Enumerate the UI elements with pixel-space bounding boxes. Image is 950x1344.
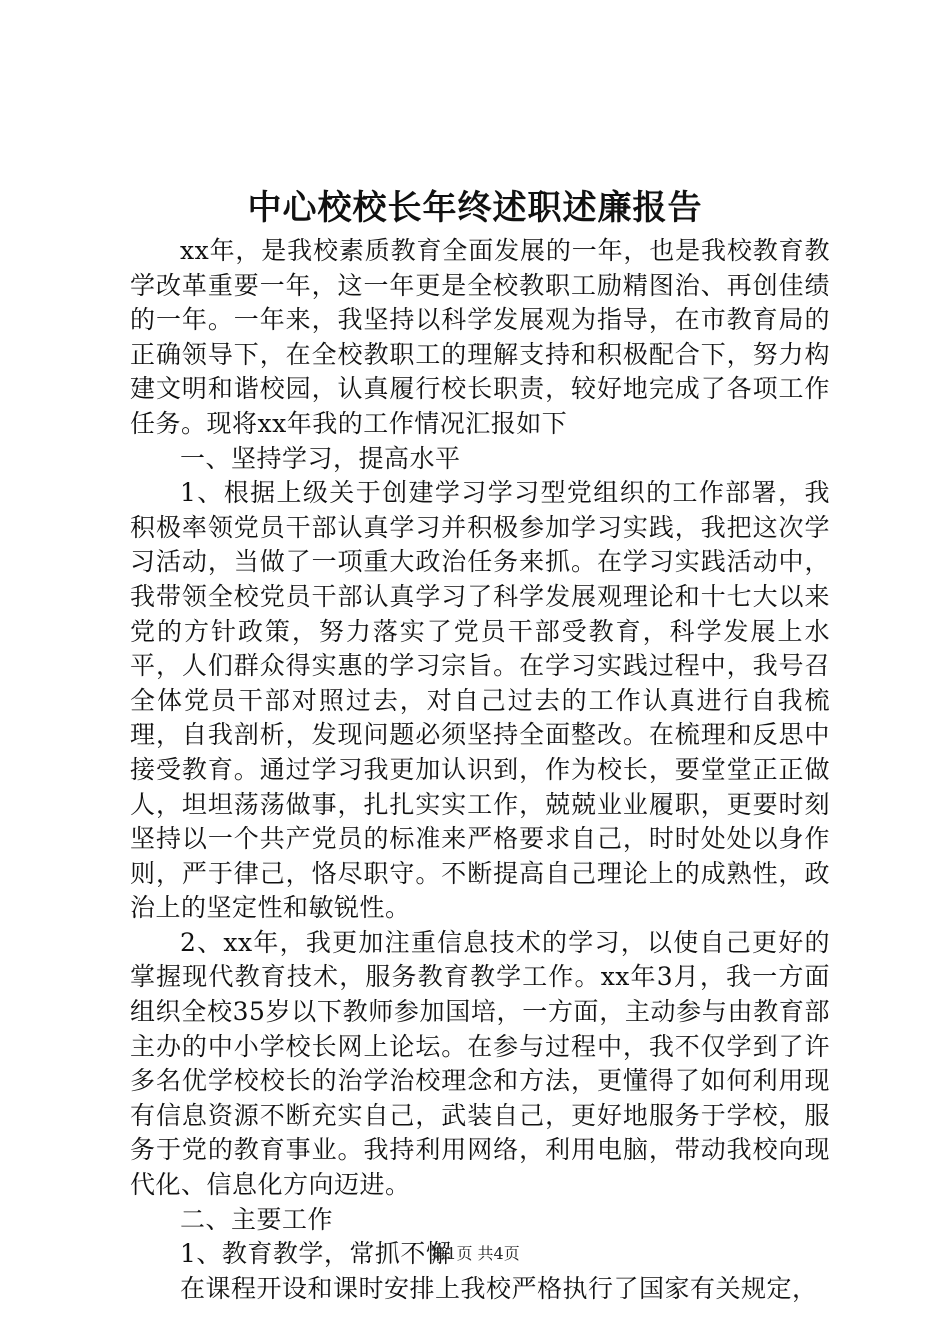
document-title: 中心校校长年终述职述廉报告 [247, 188, 703, 228]
document-body [130, 234, 830, 1306]
paragraph-1-2: 2、xx年，我更加注重信息技术的学习，以使自己更好的掌握现代教育技术，服务教育教学工作。xx年3月，我一方面组织全校35岁以下教师参加国培，一方面，主动参与由教育部主办的中小学校长网上论坛。在参与过程中，我不仅学到了许多名优学校校长的治学治校理念和方法，更懂得了如何利用现有信息资源不断充实自己，武装自己，更好地服务于学校，服务于党的教育事业。我持利用网络，利用电脑，带动我校向现代化、信息化方向迈进。 [130, 927, 830, 1200]
section-heading-1: 一、坚持学习，提高水平 [180, 443, 461, 473]
section-heading-2: 二、主要工作 [180, 1204, 334, 1234]
subsection-heading-2-1: 1、教育教学，常抓不懈 [180, 1239, 452, 1269]
paragraph-intro: xx年，是我校素质教育全面发展的一年，也是我校教育教学改革重要一年，这一年更是全校教职工励精图治、再创佳绩的一年。一年来，我坚持以科学发展观为指导，在市教育局的正确领导下，在全校教职工的理解支持和积极配合下，努力构建文明和谐校园，认真履行校长职责，较好地完成了各项工作任务。现将xx年我的工作情况汇报如下 [130, 236, 830, 438]
paragraph-2-1: 在课程开设和课时安排上我校严格执行了国家有关规定， [180, 1273, 818, 1303]
paragraph-1-1: 1、根据上级关于创建学习学习型党组织的工作部署，我积极率领党员干部认真学习并积极参加学习实践，我把这次学习活动，当做了一项重大政治任务来抓。在学习实践活动中，我带领全校党员干部认真学习了科学发展观理论和十七大以来党的方针政策，努力落实了党员干部受教育，科学发展上水平，人们群众得实惠的学习宗旨。在学习实践过程中，我号召全体党员干部对照过去，对自己过去的工作认真进行自我梳理，自我剖析，发现问题必须坚持全面整改。在梳理和反思中接受教育。通过学习我更加认识到，作为校长，要堂堂正正做人，坦坦荡荡做事，扎扎实实工作，兢兢业业履职，更要时刻坚持以一个共产党员的标准来严格要求自己，时时处处以身作则，严于律己，恪尽职守。不断提高自己理论上的成熟性，政治上的坚定性和敏锐性。 [130, 478, 830, 923]
page-footer: 第1页 共4页 [430, 1244, 520, 1263]
